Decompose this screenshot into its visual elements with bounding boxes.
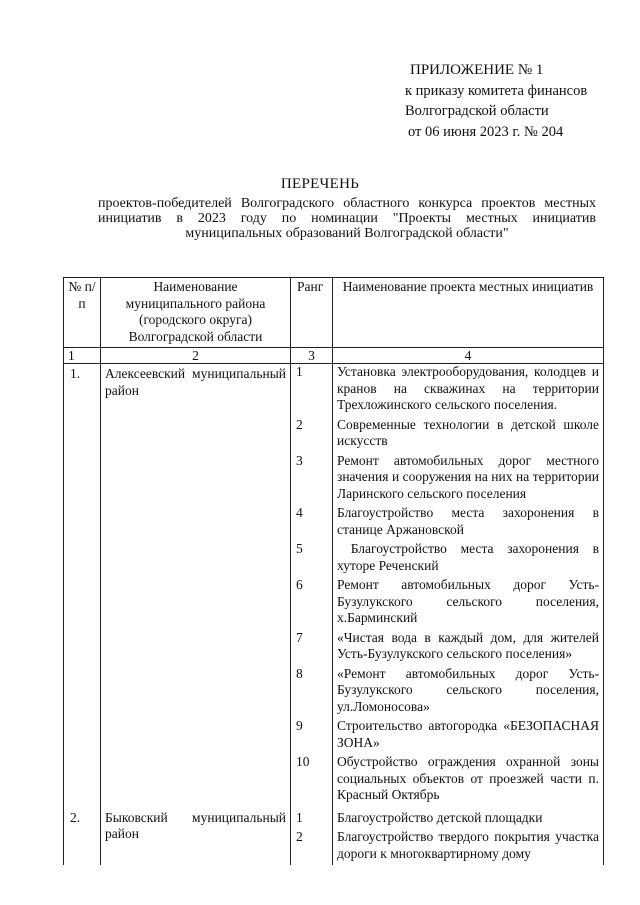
project-name: Благоустройство места захоронения в станице Аржановской [333,505,604,541]
project-name: Ремонт автомобильных дорог Усть-Бузулукского сельского поселения, х.Барминский [333,577,604,630]
table-row [64,364,604,417]
project-name: Ремонт автомобильных дорог местного значения и сооружения на них на территории Ларинского сельского поселения [333,453,604,506]
district-name: Быковский муниципальный район [101,807,291,866]
project-rank: 1 [291,807,333,830]
project-name: Современные технологии в детской школе искусств [333,417,604,453]
project-name: «Ремонт автомобильных дорог Усть-Бузулукского сельского поселения, ул.Ломоносова» [333,666,604,719]
project-name: Строительство автогородка «БЕЗОПАСНАЯ ЗОНА» [333,718,604,754]
header-district: Наименование муниципального района (городского округа) Волгоградской области [101,278,291,348]
index-cell: 4 [333,348,604,364]
document-subtitle: проектов-победителей Волгоградского областного конкурса проектов местных инициатив в 2023 году по номинации "Проекты местных инициатив муниципальных образований Волгоградской области" [98,196,596,241]
project-rank: 9 [291,718,333,754]
project-rank: 2 [291,417,333,453]
index-cell: 3 [291,348,333,364]
header-num: № п/п [64,278,101,348]
project-rank: 6 [291,577,333,630]
appendix-block [405,60,587,142]
header-rank: Ранг [291,278,333,348]
project-name: Благоустройство детской площадки [333,807,604,830]
district-name: Алексеевский муниципальный район [101,364,291,807]
project-name: Благоустройство места захоронения в хуторе Реченский [333,541,604,577]
project-rank: 5 [291,541,333,577]
project-name: Благоустройство твердого покрытия участка дороги к многоквартирному дому [333,829,604,865]
table-header-row [64,278,604,348]
project-name: «Чистая вода в каждый дом, для жителей Усть-Бузулукского сельского поселения» [333,630,604,666]
appendix-date: от 06 июня 2023 г. № 204 [408,123,564,140]
project-rank: 7 [291,630,333,666]
row-num: 2. [64,807,101,866]
project-rank: 1 [291,364,333,417]
table-body [64,364,604,866]
index-cell: 1 [64,348,101,364]
appendix-order-ref: к приказу комитета финансов [405,82,588,99]
row-num: 1. [64,364,101,807]
project-name: Обустройство ограждения охранной зоны социальных объектов от проезжей части п. Красный Октябрь [333,754,604,807]
table-row [64,807,604,830]
index-cell: 2 [101,348,291,364]
project-rank: 3 [291,453,333,506]
project-rank: 4 [291,505,333,541]
project-rank: 8 [291,666,333,719]
document-title: ПЕРЕЧЕНЬ [280,176,360,192]
project-rank: 10 [291,754,333,807]
project-name: Установка электрооборудования, колодцев и кранов на скважинах на территории Трехложинского сельского поселения. [333,364,604,417]
projects-table [63,277,604,865]
table-index-row [64,348,604,364]
appendix-region: Волгоградской области [405,103,549,119]
header-project: Наименование проекта местных инициатив [333,278,604,348]
appendix-heading: ПРИЛОЖЕНИЕ № 1 [410,62,544,78]
project-rank: 2 [291,829,333,865]
